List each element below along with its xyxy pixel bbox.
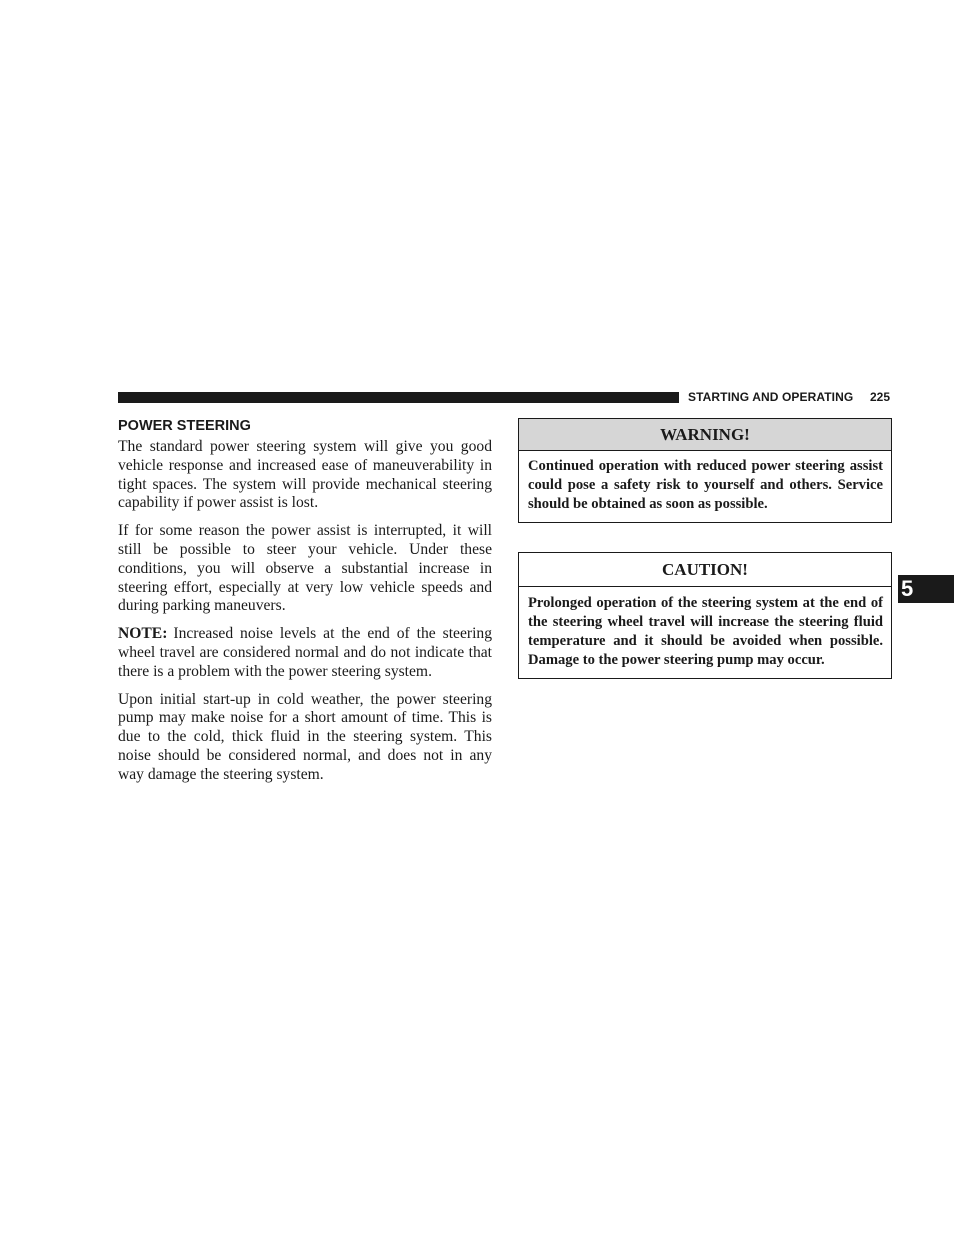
note-text: Increased noise levels at the end of the steering wheel travel are considered normal and do not indicate that there is a problem with the power steering system. (118, 625, 492, 680)
chapter-tab: 5 (898, 575, 954, 603)
warning-box (518, 418, 892, 523)
paragraph-1: The standard power steering system will give you good vehicle response and increased ease of maneuverability in tight spaces. The system will provide mechanical steering capability if power assist is lost. (118, 438, 492, 512)
caution-box (518, 552, 892, 679)
warning-heading: WARNING! (519, 419, 891, 451)
note-paragraph (118, 625, 492, 681)
header-rule (118, 392, 679, 403)
caution-heading: CAUTION! (519, 553, 891, 587)
header-section-title: STARTING AND OPERATING (688, 390, 854, 404)
paragraph-4: Upon initial start-up in cold weather, the power steering pump may make noise for a short amount of time. This is due to the cold, thick fluid in the steering system. This noise should be considered normal, and does not in any way damage the steering system. (118, 690, 492, 783)
page-number: 225 (870, 390, 891, 404)
caution-text: Prolonged operation of the steering system at the end of the steering wheel travel will increase the steering fluid temperature and it should be avoided when possible. Damage to the power steering pump may occur. (528, 595, 883, 668)
paragraph-2: If for some reason the power assist is interrupted, it will still be possible to steer your vehicle. Under these conditions, you will observe a substantial increase in steering effort, especially at very low vehicle speeds and during parking maneuvers. (118, 522, 492, 615)
note-label: NOTE: (118, 625, 168, 643)
section-title: POWER STEERING (118, 418, 251, 434)
main-column (118, 417, 492, 794)
warning-text: Continued operation with reduced power steering assist could pose a safety risk to yourself and others. Service should be obtained as soon as possible. (528, 458, 883, 512)
